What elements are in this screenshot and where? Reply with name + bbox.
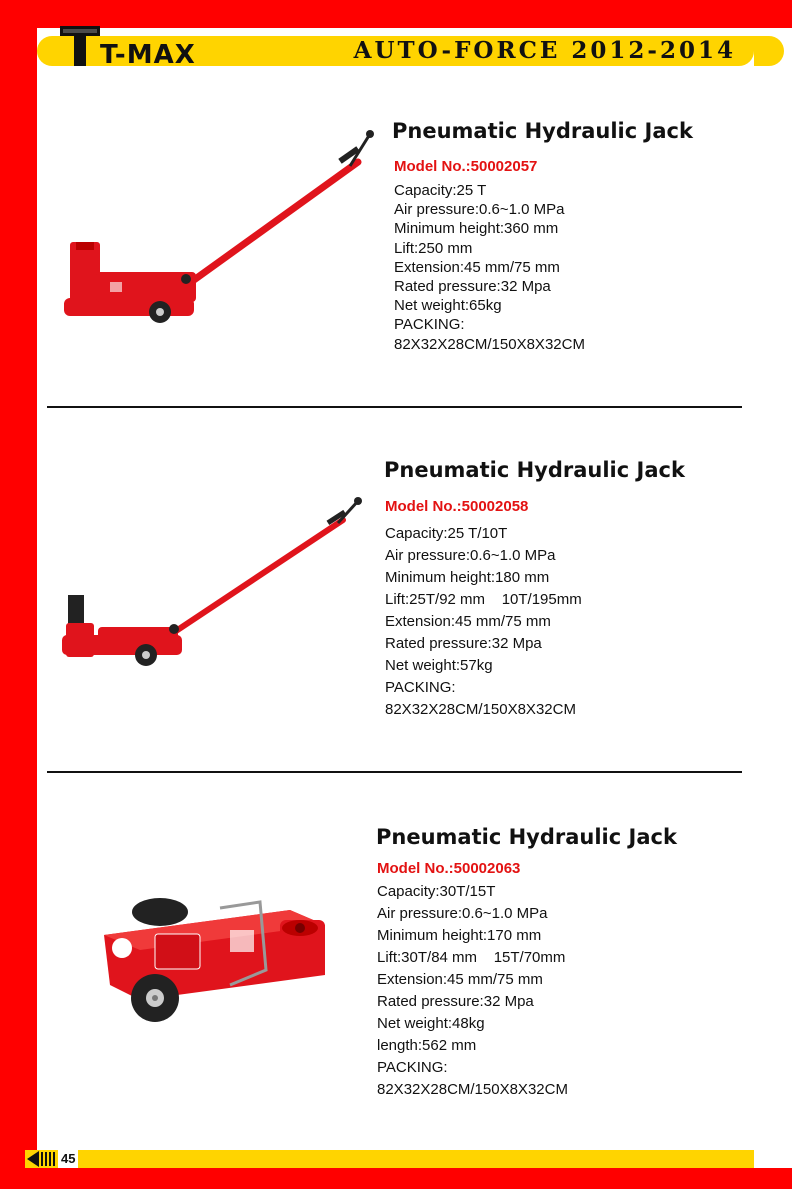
- spec-line: Net weight:57kg: [385, 657, 493, 674]
- spec-line: Minimum height:170 mm: [377, 927, 542, 944]
- spec-line: PACKING:: [377, 1059, 448, 1076]
- spec-line: 82X32X28CM/150X8X32CM: [377, 1081, 568, 1098]
- jack-image-50002058: [58, 495, 368, 670]
- product-title: Pneumatic Hydraulic Jack: [376, 825, 677, 849]
- jack-image-50002057: [60, 122, 380, 327]
- model-number: [394, 158, 537, 175]
- page-arrow-icon: [25, 1150, 41, 1168]
- page-number: 45: [58, 1150, 78, 1168]
- spec-line: Extension:45 mm/75 mm: [385, 613, 551, 630]
- spec-line: PACKING:: [385, 679, 456, 696]
- spec-line: Capacity:25 T/10T: [385, 525, 508, 542]
- spec-line: Net weight:48kg: [377, 1015, 485, 1032]
- jack-image-50002063: [100, 890, 340, 1030]
- catalog-title: AUTO-FORCE 2012-2014: [353, 37, 736, 64]
- page-stripes-icon: [40, 1152, 56, 1166]
- spec-line: Lift:30T/84 mm 15T/70mm: [377, 949, 566, 966]
- model-label: Model No.:: [394, 158, 471, 175]
- section-divider: [47, 406, 742, 408]
- spec-list: [385, 523, 582, 721]
- spec-line: length:562 mm: [377, 1037, 477, 1054]
- spec-line: Rated pressure:32 Mpa: [385, 635, 542, 652]
- model-number: [385, 498, 528, 515]
- model-value: 50002063: [453, 860, 521, 877]
- spec-line: Extension:45 mm/75 mm: [377, 971, 543, 988]
- spec-line: PACKING:: [394, 316, 465, 334]
- logo-text: T-MAX: [100, 40, 196, 70]
- spec-line: Rated pressure:32 Mpa: [394, 278, 551, 296]
- model-value: 50002057: [470, 158, 538, 175]
- model-value: 50002058: [461, 498, 529, 515]
- spec-line: Capacity:30T/15T: [377, 883, 496, 900]
- spec-line: Air pressure:0.6~1.0 MPa: [377, 905, 548, 922]
- model-number: [377, 860, 520, 877]
- model-label: Model No.:: [385, 498, 462, 515]
- spec-line: Net weight:65kg: [394, 297, 502, 315]
- spec-line: Minimum height:360 mm: [394, 220, 559, 238]
- spec-line: Rated pressure:32 Mpa: [377, 993, 534, 1010]
- spec-line: 82X32X28CM/150X8X32CM: [394, 335, 585, 353]
- spec-line: 82X32X28CM/150X8X32CM: [385, 701, 576, 718]
- spec-list: [394, 181, 585, 354]
- model-label: Model No.:: [377, 860, 454, 877]
- spec-line: Capacity:25 T: [394, 182, 487, 199]
- spec-list: [377, 881, 568, 1101]
- product-title: Pneumatic Hydraulic Jack: [384, 458, 685, 482]
- spec-line: Air pressure:0.6~1.0 MPa: [394, 201, 565, 219]
- spec-line: Lift:250 mm: [394, 239, 473, 257]
- spec-line: Extension:45 mm/75 mm: [394, 258, 560, 276]
- spec-line: Lift:25T/92 mm 10T/195mm: [385, 591, 582, 608]
- spec-line: Minimum height:180 mm: [385, 569, 550, 586]
- section-divider: [47, 771, 742, 773]
- product-title: Pneumatic Hydraulic Jack: [392, 119, 693, 143]
- footer-bar: [25, 1150, 754, 1168]
- spec-line: Air pressure:0.6~1.0 MPa: [385, 547, 556, 564]
